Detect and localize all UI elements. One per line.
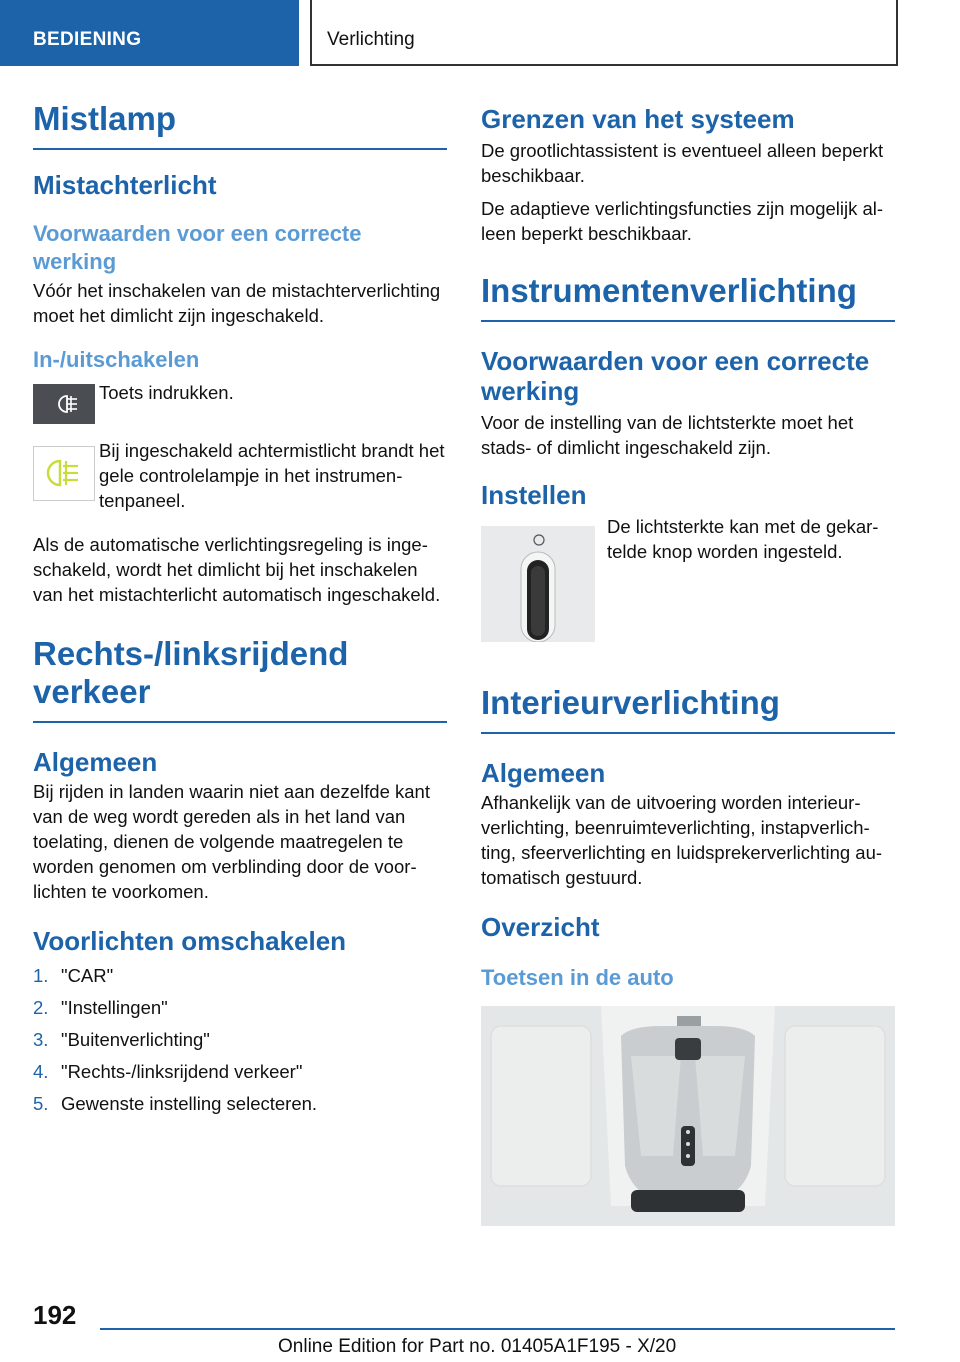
text-grenzen-2: De adaptieve verlichtingsfuncties zijn mogelijk alleen beperkt beschikbaar. [481, 198, 884, 244]
list-item: 4. "Rechts-/linksrijdend verkeer" [33, 1061, 303, 1082]
heading-instellen: Instellen [481, 480, 587, 510]
heading-instrumentenverlichting: Instrumentenverlichting [481, 272, 895, 322]
text-algemeen-left: Bij rijden in landen waarin niet aan dezelfde kant van de weg wordt gereden als in het land van toelating, dienen de volgende maatregelen te worden genomen om verblinding door de voorlichten te voorkomen. [33, 781, 430, 902]
header-chapter-label: Verlichting [327, 29, 415, 50]
heading-voorwaarden-right: Voorwaarden voor een correcte werking [481, 346, 870, 406]
footer-edition: Online Edition for Part no. 01405A1F195 - X/20 [278, 1336, 677, 1357]
footer-divider [100, 1328, 895, 1330]
text-controlelampje: Bij ingeschakeld achtermistlicht brandt het gele controlelampje in het instrumentenpaneel. [99, 440, 445, 511]
fog-indicator-row [33, 436, 447, 524]
fog-button-row [33, 380, 447, 436]
heading-toetsen-in-de-auto: Toetsen in de auto [481, 965, 674, 990]
header-chapter-tab [310, 0, 898, 66]
heading-voorlichten-omschakelen: Voorlichten omschakelen [33, 926, 347, 956]
dimmer-row [481, 514, 895, 650]
heading-rechts-linksrijdend: Rechts-/linksrijdend verkeer [33, 635, 447, 723]
list-item: 5. Gewenste instelling selecteren. [33, 1093, 318, 1114]
dimmer-wheel-image [481, 526, 595, 642]
header-section-label: BEDIENING [33, 29, 142, 50]
page-number: 192 [33, 1300, 77, 1330]
text-instellen: De lichtsterkte kan met de gekartelde knop worden ingesteld. [607, 516, 879, 562]
steps-list [33, 960, 447, 1120]
right-column [481, 100, 895, 1226]
left-column [33, 100, 447, 1120]
text-automatisch: Als de automatische verlichtingsregeling is ingeschakeld, wordt het dimlicht bij het inschakelen van het mistachterlicht automatisch ingeschakeld. [33, 534, 441, 605]
roof-console-image [481, 1006, 895, 1226]
text-voorwaarden-right: Voor de instelling van de lichtsterkte moet het stads- of dimlicht ingeschakeld zijn. [481, 412, 854, 458]
text-grenzen-1: De grootlichtassistent is eventueel alleen beperkt beschikbaar. [481, 140, 884, 186]
list-item: 1. "CAR" [33, 965, 114, 986]
fog-light-indicator-icon [33, 446, 95, 501]
heading-overzicht: Overzicht [481, 912, 600, 942]
heading-mistlamp: Mistlamp [33, 100, 447, 150]
text-toets-indrukken: Toets indrukken. [99, 382, 234, 403]
text-algemeen-right: Afhankelijk van de uitvoering worden interieurverlichting, beenruimteverlichting, instapverlichting, sfeerverlichting en luidsprekerverlichting automatisch gestuurd. [481, 792, 883, 888]
heading-algemeen-left: Algemeen [33, 747, 158, 777]
heading-in-uitschakelen: In-/uitschakelen [33, 347, 200, 372]
heading-voorwaarden: Voorwaarden voor een correcte werking [33, 221, 362, 274]
heading-grenzen: Grenzen van het systeem [481, 104, 795, 134]
header-section-tab [0, 0, 299, 66]
text-voorwaarden: Vóór het inschakelen van de mistachterverlichting moet het dimlicht zijn ingeschakeld. [33, 280, 441, 326]
list-item: 3. "Buitenverlichting" [33, 1029, 210, 1050]
fog-light-button-icon [33, 384, 95, 424]
heading-interieurverlichting: Interieurverlichting [481, 684, 895, 734]
heading-mistachterlicht: Mistachterlicht [33, 170, 217, 200]
heading-algemeen-right: Algemeen [481, 758, 606, 788]
list-item: 2. "Instellingen" [33, 997, 168, 1018]
